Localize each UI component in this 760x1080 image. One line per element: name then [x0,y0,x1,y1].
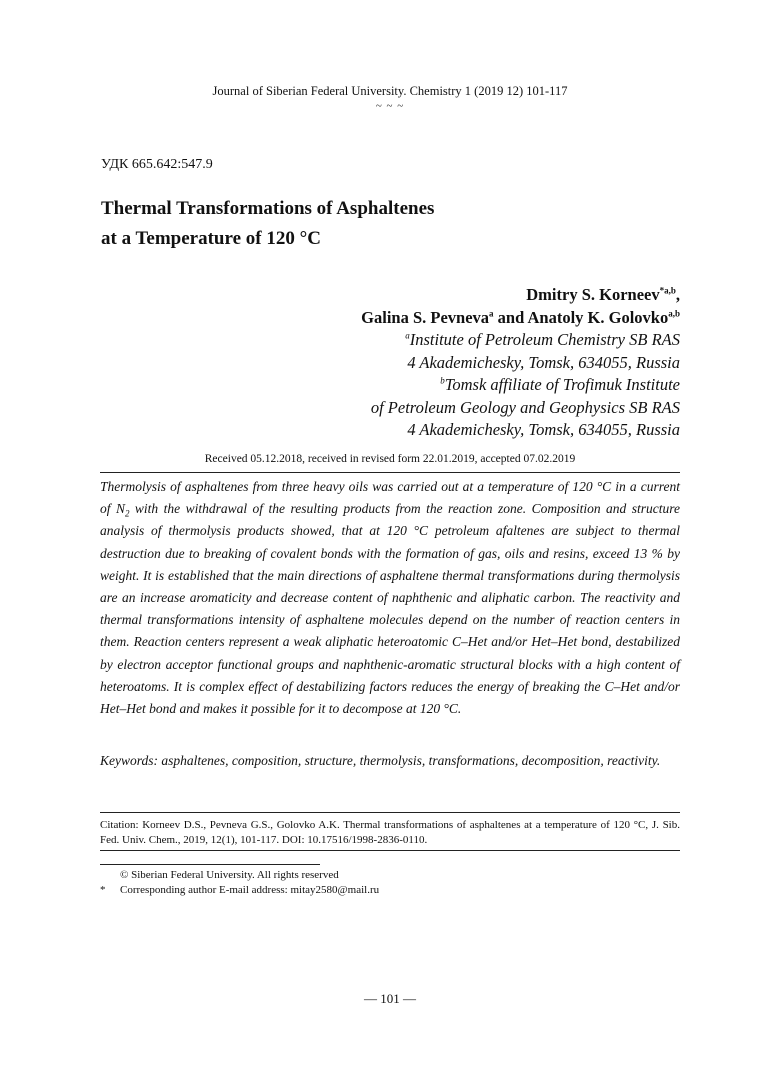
author-affil-mark: a [489,308,494,318]
affiliation-text: Tomsk affiliate of Trofimuk Institute [444,375,680,394]
author-sep: , [675,285,680,304]
abstract [100,476,680,720]
author-name: Dmitry S. Korneev [526,285,660,304]
abstract-text-2: with the withdrawal of the resulting products from the reaction zone. Composition and structure analysis of thermolysis products showed, that at 120 °C petroleum afaltenes are subject to thermal destruction due to breaking of covalent bonds with the formation of gas, oils and resins, exceed 13 % by weight. It is established that the main directions of asphaltene thermal transformations during thermolysis are an increase aromaticity and decrease content of naphthenic and aliphatic carbon. The reactivity and thermal transformations intensity of asphaltene molecules depend on the number of reaction centers in them. Reaction centers represent a weak aliphatic heteroatomic C–Het and/or Het–Het bond, destabilized by electron acceptor functional groups and naphthenic-aromatic structural blocks with a high content of heteroatoms. It is complex effect of destabilizing factors reduces the energy of breaking the C–Het and/or Het–Het bond and makes it possible for it to decompose at 120 °C. [100,501,680,717]
page-number: — 101 — [364,991,416,1006]
footnote-copyright-text: © Siberian Federal University. All rights reserved [120,869,339,881]
affiliation-a-line-1 [361,329,680,352]
divider-top [100,472,680,473]
title-line-2: at a Temperature of 120 °C [101,228,321,249]
author-affil-mark: *a,b [659,285,676,296]
author-line-2 [361,307,680,330]
divider-citation-top [100,812,680,813]
received-dates: Received 05.12.2018, received in revised form 22.01.2019, accepted 07.02.2019 [204,453,576,465]
affil-mark-b: b [440,375,445,386]
affiliation-b-line-3: 4 Akademichesky, Tomsk, 634055, Russia [407,420,680,439]
header-ornament: ~ ~ ~ [375,100,405,112]
affiliation-b-line-1 [361,374,680,397]
divider-citation-bottom [100,850,680,851]
author-name: Anatoly K. Golovko [527,307,669,327]
affil-mark-a: a [405,330,410,341]
journal-header: Journal of Siberian Federal University. Chemistry 1 (2019 12) 101-117 [212,84,568,98]
authors-block [361,284,680,442]
footnote-copyright [100,868,680,882]
author-affil-mark: a,b [668,308,680,318]
footnote-corresponding [100,883,680,897]
title-line-1: Thermal Transformations of Asphaltenes [101,198,435,219]
footnote-star: * [100,884,106,896]
author-line-1 [361,284,680,307]
author-name: Galina S. Pevneva [361,307,490,327]
abstract-text-1: Thermolysis of asphaltenes from three heavy oils was carried out at a temperature of 120 °C in a current of N [100,479,680,517]
author-and: and [493,307,528,327]
footnote-rule [100,864,320,865]
affiliation-text: Institute of Petroleum Chemistry SB RAS [409,330,680,349]
affiliation-b-line-2: of Petroleum Geology and Geophysics SB RAS [370,397,680,417]
keywords: Keywords: asphaltenes, composition, structure, thermolysis, transformations, decomposition, reactivity. [100,753,661,768]
footnote-corresponding-text: Corresponding author E-mail address: mitay2580@mail.ru [120,884,380,896]
affiliation-a-line-2: 4 Akademichesky, Tomsk, 634055, Russia [407,352,680,372]
abstract-subscript: 2 [124,508,130,519]
paper-title [101,194,661,254]
udk-code: УДК 665.642:547.9 [101,157,213,172]
citation: Citation: Korneev D.S., Pevneva G.S., Golovko A.K. Thermal transformations of asphaltenes at a temperature of 120 °C, J. Sib. Fed. Univ. Chem., 2019, 12(1), 101-117. DOI: 10.17516/1998-2836-0110. [100,819,680,846]
